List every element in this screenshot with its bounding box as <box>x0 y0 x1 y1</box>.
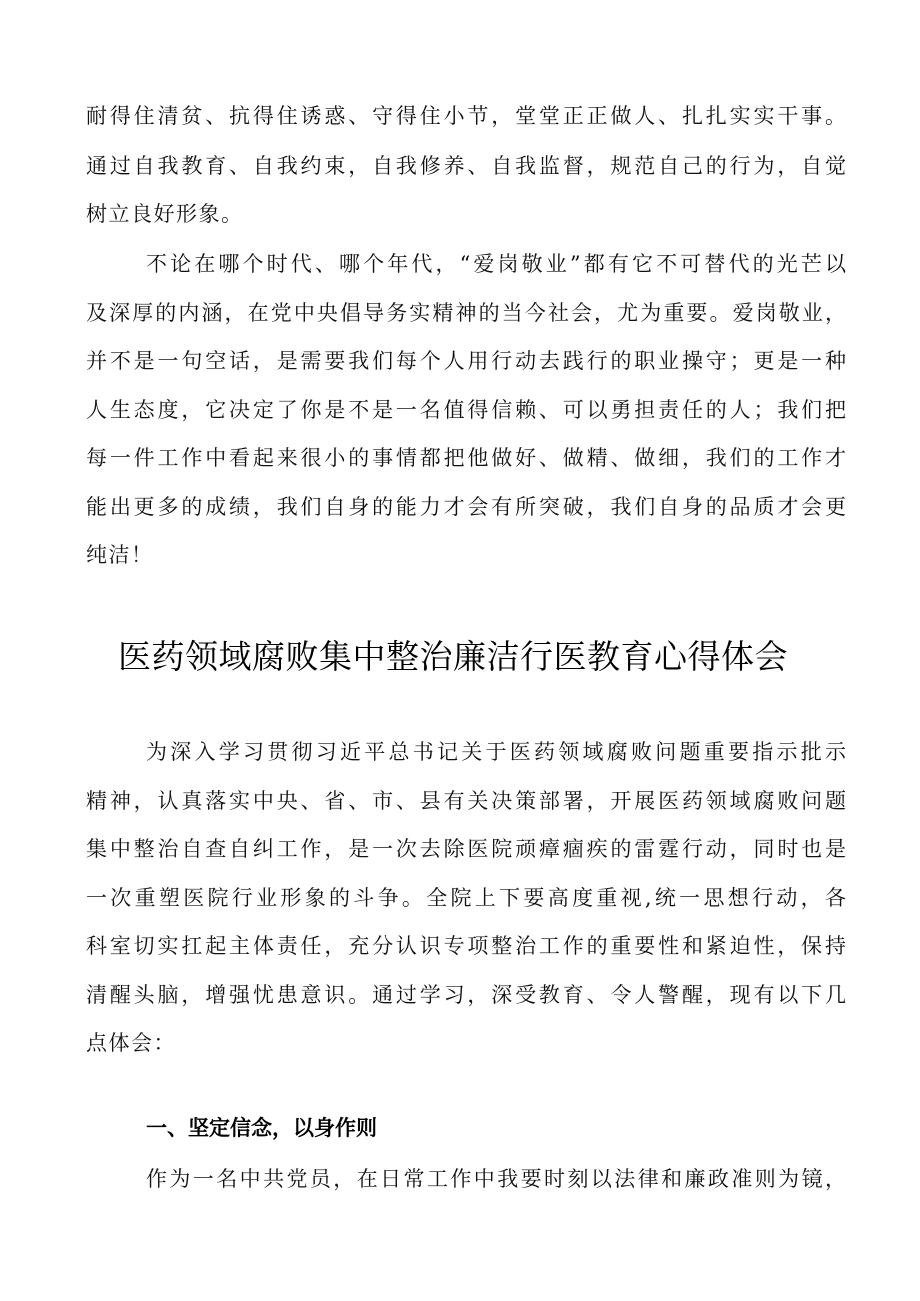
paragraph-line: 不论在哪个时代、哪个年代，“爱岗敬业”都有它不可替代的光芒以 <box>146 252 846 276</box>
paragraph-line: 耐得住清贫、抗得住诱惑、守得住小节，堂堂正正做人、扎扎实实干事。 <box>86 104 846 128</box>
paragraph-line: 精神，认真落实中央、省、市、县有关决策部署，开展医药领域腐败问题 <box>86 789 846 813</box>
paragraph-line: 树立良好形象。 <box>86 202 244 226</box>
paragraph-line: 纯洁！ <box>86 543 154 567</box>
section-heading: 一、坚定信念，以身作则 <box>146 1116 377 1140</box>
paragraph-line: 为深入学习贯彻习近平总书记关于医药领域腐败问题重要指示批示 <box>146 740 846 764</box>
paragraph-line: 人生态度，它决定了你是不是一名值得信赖、可以勇担责任的人；我们把 <box>86 398 846 422</box>
paragraph-line: 每一件工作中看起来很小的事情都把他做好、做精、做细，我们的工作才 <box>86 446 846 470</box>
paragraph-line: 集中整治自查自纠工作，是一次去除医院顽瘴痼疾的雷霆行动，同时也是 <box>86 837 846 861</box>
paragraph-line: 一次重塑医院行业形象的斗争。全院上下要高度重视,统一思想行动，各 <box>86 886 846 910</box>
article-title: 医药领域腐败集中整治廉洁行医教育心得体会 <box>118 637 788 676</box>
paragraph-line: 通过自我教育、自我约束，自我修养、自我监督，规范自己的行为，自觉 <box>86 154 846 178</box>
paragraph-line: 点体会： <box>86 1031 176 1055</box>
paragraph-line: 作为一名中共党员，在日常工作中我要时刻以法律和廉政准则为镜， <box>146 1167 846 1191</box>
paragraph-line: 并不是一句空话，是需要我们每个人用行动去践行的职业操守；更是一种 <box>86 349 846 373</box>
paragraph-line: 及深厚的内涵，在党中央倡导务实精神的当今社会，尤为重要。爱岗敬业， <box>86 301 846 325</box>
paragraph-line: 清醒头脑，增强忧患意识。通过学习，深受教育、令人警醒，现有以下几 <box>86 983 846 1007</box>
paragraph-line: 科室切实扛起主体责任，充分认识专项整治工作的重要性和紧迫性，保持 <box>86 934 846 958</box>
paragraph-line: 能出更多的成绩，我们自身的能力才会有所突破，我们自身的品质才会更 <box>86 495 846 519</box>
